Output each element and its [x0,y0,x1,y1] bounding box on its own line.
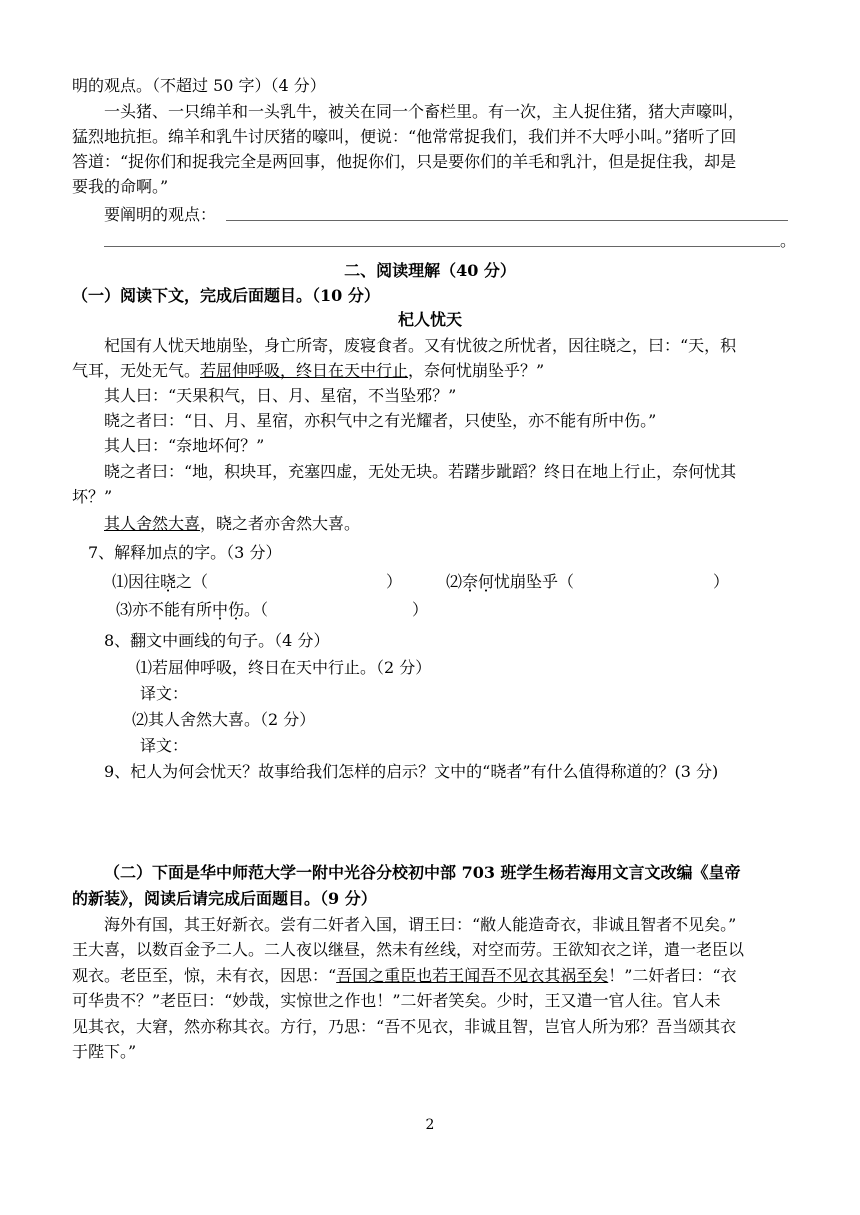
paren-close: ） [386,572,403,591]
passage-text: ，奈何忧崩坠乎？” [408,361,545,380]
underlined-sentence: 若屈伸呼吸，终日在天中行止 [200,361,409,380]
text-line: 猛烈地抗拒。绵羊和乳牛讨厌猪的嚎叫，便说：“他常常捉我们，我们并不大呼小叫。”猪听了回 [72,127,737,146]
dotted-char: 何 [478,572,495,591]
answer-line [104,246,780,247]
passage-line: 见其衣，大窘，然亦称其衣。方行，乃思：“吾不见衣，非诚且智，岂官人所为邪？吾当颂其衣 [72,1017,737,1036]
passage-line: 杞国有人忧天地崩坠，身亡所寄，废寝食者。又有忧彼之所忧者，因往晓之，曰：“天，积 [104,336,737,355]
passage-line: 其人曰：“天果积气，日、月、星宿，不当坠邪？” [104,386,457,405]
passage-text: ，晓之者亦舍然大喜。 [200,514,361,533]
q-text: ⑴因往 [112,572,161,591]
question-7: 7、解释加点的字。（3 分） [88,543,282,562]
subsection-heading: （一）阅读下文，完成后面题目。（10 分） [72,286,380,305]
subsection-heading: （二）下面是华中师范大学一附中光谷分校初中部 703 班学生杨若海用文言文改编《皇帝 [104,863,741,882]
passage-text: 观衣。老臣至，惊，未有衣，因思：“ [72,966,337,985]
question-8: 8、翻文中画线的句子。（4 分） [104,631,330,650]
answer-line [226,220,788,221]
passage-line [104,512,360,536]
dotted-char: 中 [212,600,229,619]
passage-text: ！”二奸者曰：“衣 [608,966,737,985]
paren-close: ） [412,600,429,619]
text-line: 要我的命啊。” [72,177,169,196]
text-line: 明的观点。（不超过 50 字）（4 分） [72,76,326,95]
question-8-2: ⑵其人舍然大喜。（2 分） [132,710,316,729]
underlined-sentence: 其人舍然大喜 [104,514,201,533]
question-8-1: ⑴若屈伸呼吸，终日在天中行止。（2 分） [136,658,432,677]
q-text: 。（ [244,600,269,619]
question-7-3 [116,598,268,622]
q-text: ⑵ [446,572,463,591]
passage-line: 于陛下。” [72,1042,137,1061]
passage-line: 可华贵不？”老臣曰：“妙哉，实惊世之作也！”二奸者笑矣。少时，王又遣一官人往。官人未 [72,991,721,1010]
viewpoint-label: 要阐明的观点： [104,205,217,224]
passage-line: 坏？” [72,487,113,506]
translation-label: 译文： [140,684,189,703]
section-heading: 二、阅读理解（40 分） [344,261,516,280]
passage-line: 王大喜，以数百金予二人。二人夜以继昼，然未有丝线，对空而劳。王欲知衣之详，遣一老臣以 [72,940,745,959]
page-number: 2 [425,1117,435,1133]
passage-line: 晓之者曰：“日、月、星宿，亦积气中之有光耀者，只使坠，亦不能有所中伤。” [104,411,657,430]
subsection-heading: 的新装》，阅读后请完成后面题目。（9 分） [72,889,377,908]
paren-close: ） [713,572,730,591]
passage-line: 晓之者曰：“地，积块耳，充塞四虚，无处无块。若躇步跐蹈？终日在地上行止，奈何忧其 [104,462,737,481]
dotted-char: 伤 [228,600,245,619]
q-text: 忧崩坠乎（ [494,572,575,591]
dotted-char: 晓 [160,572,177,591]
passage-line [72,964,737,988]
passage-line: 海外有国，其王好新衣。尝有二奸者入国，谓王曰：“敝人能造奇衣，非诚且智者不见矣。” [104,915,737,934]
question-7-2 [446,570,574,594]
passage-text: 气耳，无处无气。 [72,361,201,380]
end-mark: 。 [780,231,797,250]
question-7-1 [112,570,208,594]
underlined-sentence: 吾国之重臣也若王闻吾不见衣其祸至矣 [336,966,609,985]
text-line: 答道：“捉你们和捉我完全是两回事，他捉你们，只是要你们的羊毛和乳汁，但是捉住我，却是 [72,152,737,171]
q-text: ⑶亦不能有所 [116,600,213,619]
dotted-char: 奈 [462,572,479,591]
text-line: 一头猪、一只绵羊和一头乳牛，被关在同一个畜栏里。有一次，主人捉住猪，猪大声嚎叫， [104,102,745,121]
passage-line: 其人曰：“奈地坏何？” [104,436,265,455]
q-text: 之（ [176,572,209,591]
passage-title: 杞人忧天 [397,310,462,329]
passage-line [72,359,544,383]
question-9: 9、杞人为何会忧天？故事给我们怎样的启示？文中的“晓者”有什么值得称道的？(3 分) [104,762,719,781]
translation-label: 译文： [140,736,189,755]
